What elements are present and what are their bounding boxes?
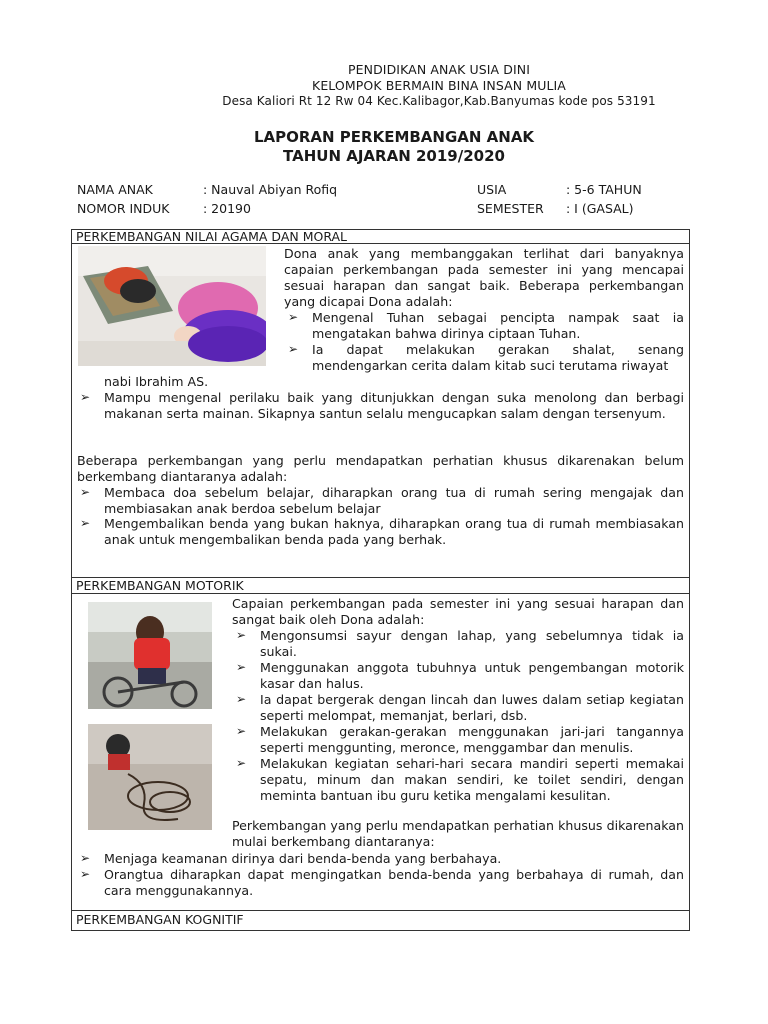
motorik-bullet-5: Melakukan kegiatan sehari-hari secara mandiri seperti memakai sepatu, minum dan makan sendiri, ke toilet sendiri, dengan meminta bantuan ibu guru ketika mengalami kesulitan. — [260, 756, 684, 803]
rope-play-photo — [88, 724, 212, 830]
motorik-bullet-7: Orangtua diharapkan dapat mengingatkan benda-benda yang berbahaya di rumah, dan cara menggunakannya. — [104, 867, 684, 898]
agama-bullet-2-cont: nabi Ibrahim AS. — [104, 374, 209, 389]
section-heading-kognitif: PERKEMBANGAN KOGNITIF — [76, 912, 244, 927]
nomor-label: NOMOR INDUK — [77, 201, 170, 216]
prayer-photo — [78, 246, 266, 366]
school-name: KELOMPOK BERMAIN BINA INSAN MULIA — [312, 78, 566, 93]
usia-value: : 5-6 TAHUN — [566, 182, 642, 197]
bullet-arrow-icon: ➢ — [236, 628, 247, 642]
bullet-arrow-icon: ➢ — [236, 756, 247, 770]
bullet-arrow-icon: ➢ — [80, 485, 91, 499]
semester-value: : I (GASAL) — [566, 201, 634, 216]
motorik-bullet-4: Melakukan gerakan-gerakan menggunakan jari-jari tangannya seperti menggunting, meronce, menggambar dan menulis. — [260, 724, 684, 755]
motorik-intro: Capaian perkembangan pada semester ini yang sesuai harapan dan sangat baik oleh Dona adalah: — [232, 596, 684, 627]
nomor-value: : 20190 — [203, 201, 251, 216]
bullet-arrow-icon: ➢ — [80, 390, 91, 404]
school-type: PENDIDIKAN ANAK USIA DINI — [347, 62, 531, 77]
agama-bullet-4: Membaca doa sebelum belajar, diharapkan orang tua di rumah sering mengajak dan membiasakan anak berdoa sebelum belajar — [104, 485, 684, 516]
cycling-photo — [88, 602, 212, 709]
section-heading-motorik: PERKEMBANGAN MOTORIK — [76, 578, 244, 593]
motorik-bullet-6: Menjaga keamanan dirinya dari benda-benda yang berbahaya. — [104, 851, 502, 866]
agama-bullet-2: Ia dapat melakukan gerakan shalat, senang mendengarkan cerita dalam kitab suci terutama riwayat — [312, 342, 684, 373]
bullet-arrow-icon: ➢ — [236, 660, 247, 674]
section-heading-agama: PERKEMBANGAN NILAI AGAMA DAN MORAL — [76, 229, 348, 244]
agama-intro: Dona anak yang membanggakan terlihat dari banyaknya capaian perkembangan pada semester ini yang mencapai sesuai harapan dan sangat baik. Beberapa perkembangan yang dicapai Dona adalah: — [284, 246, 684, 309]
agama-bullet-3: Mampu mengenal perilaku baik yang ditunjukkan dengan suka menolong dan berbagi makanan serta mainan. Sikapnya santun selalu mengucapkan salam dengan tersenyum. — [104, 390, 684, 421]
motorik-bullet-3: Ia dapat bergerak dengan lincah dan luwes dalam setiap kegiatan seperti melompat, memanjat, berlari, dsb. — [260, 692, 684, 723]
bullet-arrow-icon: ➢ — [288, 310, 299, 324]
motorik-bullet-2: Menggunakan anggota tubuhnya untuk pengembangan motorik kasar dan halus. — [260, 660, 684, 691]
semester-label: SEMESTER — [477, 201, 544, 216]
bullet-arrow-icon: ➢ — [80, 851, 91, 865]
motorik-bullet-1: Mengonsumsi sayur dengan lahap, yang sebelumnya tidak ia sukai. — [260, 628, 684, 659]
bullet-arrow-icon: ➢ — [80, 867, 91, 881]
agama-bullet-1: Mengenal Tuhan sebagai pencipta nampak saat ia mengatakan bahwa dirinya ciptaan Tuhan. — [312, 310, 684, 341]
bullet-arrow-icon: ➢ — [288, 342, 299, 356]
bullet-arrow-icon: ➢ — [236, 724, 247, 738]
bullet-arrow-icon: ➢ — [236, 692, 247, 706]
school-address: Desa Kaliori Rt 12 Rw 04 Kec.Kalibagor,Kab.Banyumas kode pos 53191 — [222, 94, 656, 108]
bullet-arrow-icon: ➢ — [80, 516, 91, 530]
section-divider — [71, 593, 690, 594]
report-title: LAPORAN PERKEMBANGAN ANAK — [253, 128, 535, 146]
usia-label: USIA — [477, 182, 507, 197]
name-value: : Nauval Abiyan Rofiq — [203, 182, 338, 197]
agama-para-2: Beberapa perkembangan yang perlu mendapatkan perhatian khusus dikarenakan belum berkembang diantaranya adalah: — [77, 453, 684, 484]
motorik-para-2: Perkembangan yang perlu mendapatkan perhatian khusus dikarenakan mulai berkembang diantaranya: — [232, 818, 684, 849]
report-year: TAHUN AJARAN 2019/2020 — [283, 147, 505, 165]
agama-bullet-5: Mengembalikan benda yang bukan haknya, diharapkan orang tua di rumah membiasakan anak untuk mengembalikan benda pada yang berhak. — [104, 516, 684, 547]
name-label: NAMA ANAK — [77, 182, 153, 197]
